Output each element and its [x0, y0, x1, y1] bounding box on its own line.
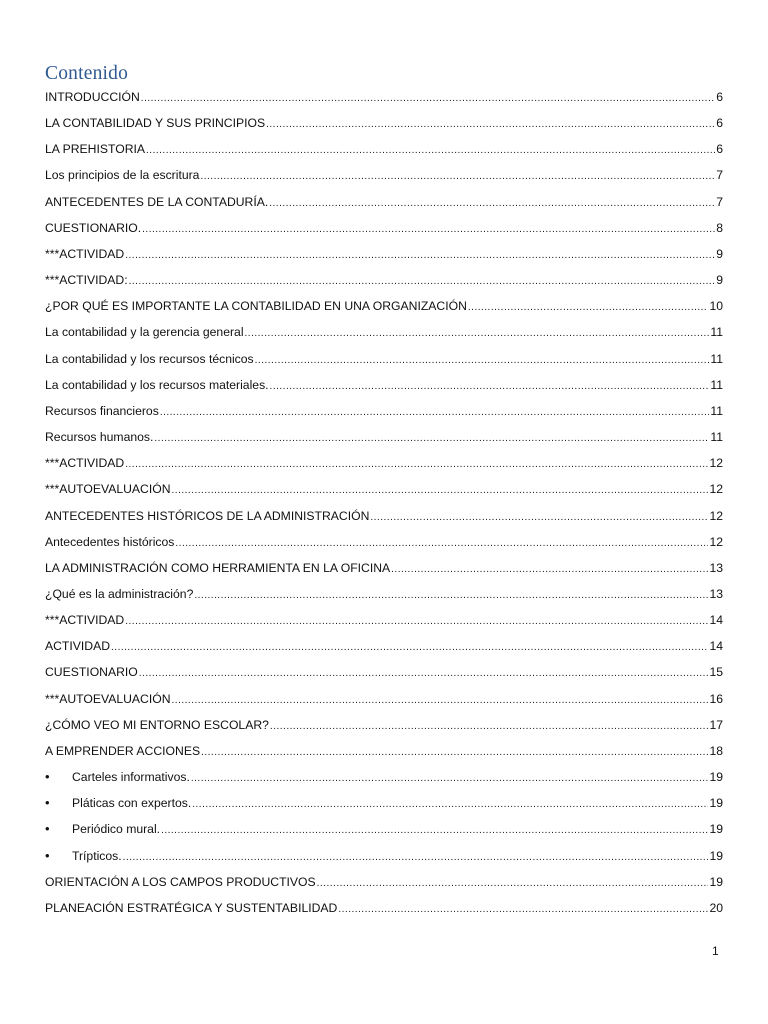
dot-leader: [468, 299, 709, 317]
toc-entry-label: La contabilidad y los recursos materiales.: [45, 377, 269, 392]
toc-heading: Contenido: [45, 63, 129, 84]
toc-entry[interactable]: [45, 480, 723, 506]
dot-leader: [191, 770, 709, 788]
toc-entry-label: ORIENTACIÓN A LOS CAMPOS PRODUCTIVOS: [45, 874, 316, 889]
toc-entry-page: 17: [709, 717, 723, 732]
toc-entry-label: ¿POR QUÉ ES IMPORTANTE LA CONTABILIDAD EN UNA ORGANIZACIÓN: [45, 299, 467, 314]
dot-leader: [123, 849, 709, 867]
toc-entry-page: 11: [710, 430, 723, 445]
toc-entry[interactable]: [45, 873, 723, 899]
toc-entry-label: ***AUTOEVALUACIÓN: [45, 691, 171, 706]
dot-leader: [269, 195, 715, 213]
toc-entry-label: LA ADMINISTRACIÓN COMO HERRAMIENTA EN LA OFICINA: [45, 560, 391, 575]
toc-entry[interactable]: [45, 114, 723, 140]
toc-entry-page: 11: [710, 351, 723, 366]
toc-entry[interactable]: [45, 507, 723, 533]
toc-entry[interactable]: [45, 219, 723, 245]
dot-leader: [125, 613, 708, 631]
toc-entry-page: 19: [709, 796, 723, 811]
toc-entry[interactable]: [45, 742, 723, 768]
bullet-icon: •: [45, 821, 50, 837]
toc-entry-page: 18: [709, 743, 723, 758]
toc-entry-page: 12: [709, 482, 723, 497]
toc-entry-page: 11: [710, 325, 723, 340]
dot-leader: [139, 665, 709, 683]
toc-entry-label: ¿CÓMO VEO MI ENTORNO ESCOLAR?: [45, 717, 269, 732]
toc-entry-label: ***ACTIVIDAD: [45, 246, 125, 261]
toc-entry[interactable]: [45, 454, 723, 480]
toc-entry[interactable]: [45, 350, 723, 376]
toc-entry-label: Pláticas con expertos.: [72, 796, 192, 811]
dot-leader: [161, 822, 708, 840]
bullet-icon: •: [45, 769, 50, 785]
dot-leader: [125, 456, 708, 474]
toc-entry[interactable]: [45, 637, 723, 663]
dot-leader: [175, 535, 708, 553]
toc-entry-label: Recursos financieros: [45, 403, 159, 418]
bullet-icon: •: [45, 795, 50, 811]
toc-entry-page: 16: [709, 691, 723, 706]
toc-entry-label: Trípticos.: [72, 848, 122, 863]
dot-leader: [245, 325, 710, 343]
toc-entry[interactable]: [45, 140, 723, 166]
toc-entry-page: 10: [709, 299, 723, 314]
toc-entry-label: ACTIVIDAD: [45, 639, 111, 654]
dot-leader: [200, 168, 715, 186]
dot-leader: [266, 116, 715, 134]
toc-entry-page: 7: [716, 194, 723, 209]
dot-leader: [141, 90, 715, 108]
toc-entry-page: 11: [710, 377, 723, 392]
toc-entry[interactable]: [45, 794, 723, 820]
dot-leader: [142, 221, 715, 239]
toc-entry[interactable]: [45, 847, 723, 873]
toc-entry-label: ANTECEDENTES HISTÓRICOS DE LA ADMINISTRACIÓN: [45, 508, 370, 523]
toc-entry[interactable]: [45, 585, 723, 611]
dot-leader: [172, 482, 709, 500]
toc-entry[interactable]: [45, 533, 723, 559]
toc-entry-label: Periódico mural.: [72, 822, 161, 837]
table-of-contents: [45, 88, 723, 925]
toc-entry-label: ***AUTOEVALUACIÓN: [45, 482, 171, 497]
toc-entry-page: 12: [709, 508, 723, 523]
dot-leader: [391, 561, 708, 579]
toc-entry[interactable]: [45, 323, 723, 349]
bullet-icon: •: [45, 847, 50, 863]
toc-entry[interactable]: [45, 166, 723, 192]
toc-entry-label: ¿Qué es la administración?: [45, 586, 194, 601]
toc-entry-page: 6: [716, 90, 723, 104]
toc-entry-label: ***ACTIVIDAD: [45, 456, 125, 471]
toc-entry[interactable]: [45, 297, 723, 323]
toc-entry-label: CUESTIONARIO.: [45, 220, 142, 235]
toc-entry[interactable]: [45, 402, 723, 428]
toc-entry-page: 20: [709, 900, 723, 915]
toc-entry-label: INTRODUCCIÓN: [45, 90, 140, 104]
toc-entry-label: Carteles informativos.: [72, 770, 190, 785]
toc-entry[interactable]: [45, 899, 723, 925]
toc-entry[interactable]: [45, 559, 723, 585]
dot-leader: [172, 692, 709, 710]
dot-leader: [255, 352, 710, 370]
dot-leader: [270, 718, 709, 736]
toc-entry-page: 6: [716, 116, 723, 131]
page-number: 1: [712, 944, 719, 958]
toc-entry-label: LA PREHISTORIA: [45, 142, 146, 157]
dot-leader: [125, 247, 715, 265]
toc-entry-page: 19: [709, 874, 723, 889]
toc-entry[interactable]: [45, 245, 723, 271]
toc-entry-label: La contabilidad y los recursos técnicos: [45, 351, 254, 366]
toc-entry-page: 8: [716, 220, 723, 235]
toc-entry-label: CUESTIONARIO: [45, 665, 138, 680]
toc-entry-page: 9: [716, 246, 723, 261]
toc-entry-label: Recursos humanos.: [45, 430, 154, 445]
toc-entry[interactable]: [45, 428, 723, 454]
toc-entry-page: 9: [716, 273, 723, 288]
toc-entry-page: 12: [709, 456, 723, 471]
dot-leader: [270, 378, 710, 396]
dot-leader: [192, 796, 708, 814]
toc-entry-page: 14: [709, 639, 723, 654]
toc-entry-page: 7: [716, 168, 723, 183]
dot-leader: [370, 509, 708, 527]
toc-entry[interactable]: [45, 690, 723, 716]
toc-entry-page: 19: [709, 770, 723, 785]
dot-leader: [194, 587, 708, 605]
toc-entry-label: PLANEACIÓN ESTRATÉGICA Y SUSTENTABILIDAD: [45, 900, 338, 915]
toc-entry-label: Los principios de la escritura: [45, 168, 200, 183]
dot-leader: [111, 639, 708, 657]
toc-entry-label: ANTECEDENTES DE LA CONTADURÍA.: [45, 194, 269, 209]
toc-entry-page: 19: [709, 822, 723, 837]
toc-entry[interactable]: [45, 88, 723, 114]
toc-entry-page: 12: [709, 534, 723, 549]
toc-entry-label: LA CONTABILIDAD Y SUS PRINCIPIOS: [45, 116, 266, 131]
toc-entry-page: 15: [709, 665, 723, 680]
toc-entry-page: 11: [710, 403, 723, 418]
dot-leader: [317, 875, 709, 893]
dot-leader: [201, 744, 708, 762]
toc-entry-page: 6: [716, 142, 723, 157]
toc-entry-page: 14: [709, 613, 723, 628]
toc-entry[interactable]: [45, 193, 723, 219]
dot-leader: [160, 404, 710, 422]
toc-entry-label: La contabilidad y la gerencia general: [45, 325, 244, 340]
toc-entry[interactable]: [45, 376, 723, 402]
toc-entry[interactable]: [45, 611, 723, 637]
toc-entry[interactable]: [45, 820, 723, 846]
toc-entry-label: ***ACTIVIDAD: [45, 613, 125, 628]
toc-entry-label: A EMPRENDER ACCIONES: [45, 743, 201, 758]
toc-entry-page: 13: [709, 560, 723, 575]
dot-leader: [154, 430, 709, 448]
toc-entry[interactable]: [45, 716, 723, 742]
toc-entry[interactable]: [45, 768, 723, 794]
dot-leader: [129, 273, 716, 291]
toc-entry-label: ***ACTIVIDAD:: [45, 273, 128, 288]
dot-leader: [338, 901, 708, 919]
toc-entry-label: Antecedentes históricos: [45, 534, 175, 549]
toc-entry[interactable]: [45, 663, 723, 689]
toc-entry-page: 19: [709, 848, 723, 863]
toc-entry[interactable]: [45, 271, 723, 297]
dot-leader: [146, 142, 715, 160]
toc-entry-page: 13: [709, 586, 723, 601]
